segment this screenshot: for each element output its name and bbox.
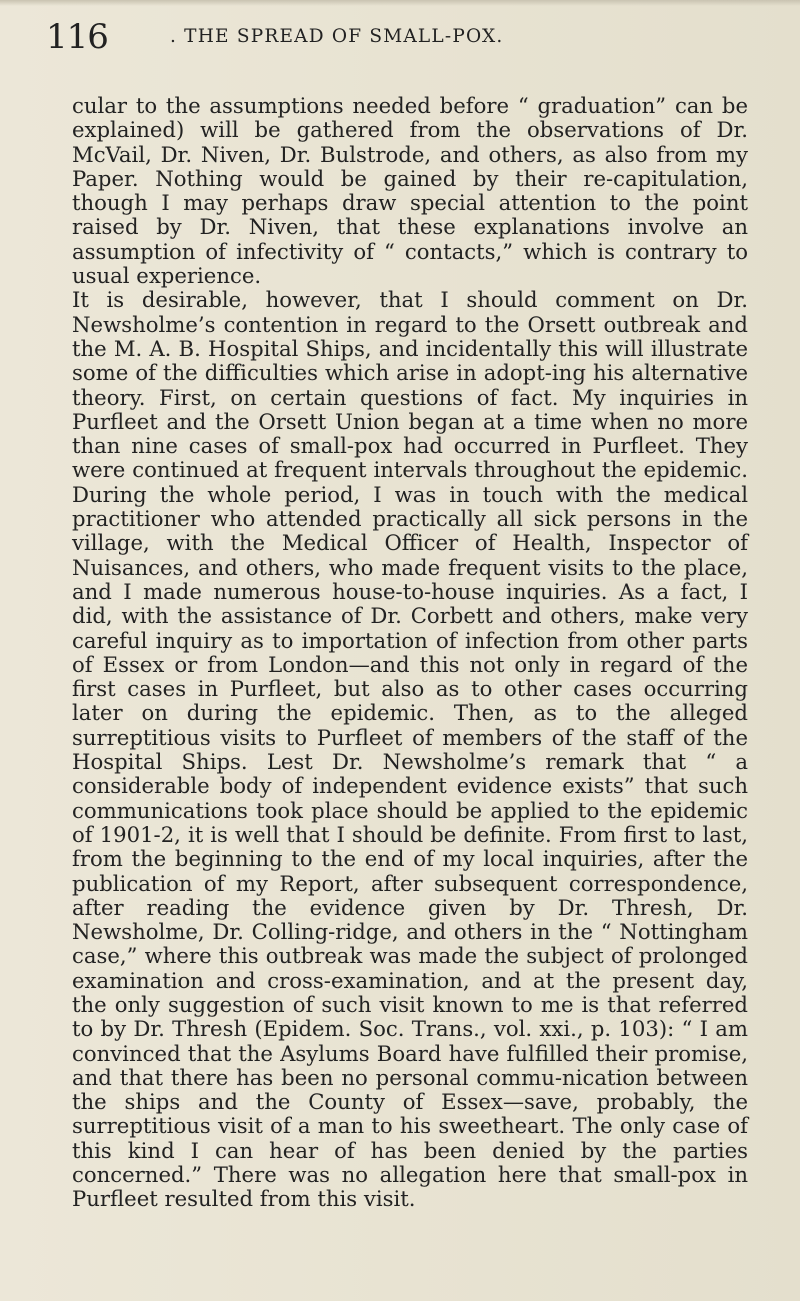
paragraph-newsholme-contention: It is desirable, however, that I should comment on Dr. Newsholme’s contention in regard to the Orsett outbreak and the M. A. B. Hospital Ships, and incidentally this will illustrate some of the difficulties which arise in adopt-ing his alternative theory. First, on certain questions of fact. My inquiries in Purfleet and the Orsett Union began at a time when no more than nine cases of small-pox had occurred in Purfleet. They were continued at frequent intervals throughout the epidemic. During the whole period, I was in touch with the medical practitioner who attended practically all sick persons in the village, with the Medical Officer of Health, Inspector of Nuisances, and others, who made frequent visits to the place, and I made numerous house-to-house inquiries. As a fact, I did, with the assistance of Dr. Corbett and others, make very careful inquiry as to importation of infection from other parts of Essex or from London—and this not only in regard of the first cases in Purfleet, but also as to other cases occurring later on during the epidemic. Then, as to the alleged surreptitious visits to Purfleet of members of the staff of the Hospital Ships. Lest Dr. Newsholme’s remark that “ a considerable body of independent evidence exists” that such communications took place should be applied to the epidemic of 1901-2, it is well that I should be definite. From first to last, from the beginning to the end of my local inquiries, after the publication of my Report, after subsequent correspondence, after reading the evidence given by Dr. Thresh, Dr. Newsholme, Dr. Colling-ridge, and others in the “ Nottingham case,” where this outbreak was made the subject of prolonged examination and cross-examination, and at the present day, the only suggestion of such visit known to me is that referred to by Dr. Thresh (Epidem. Soc. Trans., vol. xxi., p. 103): “ I am convinced that the Asylums Board have fulfilled their promise, and that there has been no personal commu-nication between the ships and the County of Essex—save, probably, the surreptitious visit of a man to his sweetheart. The only case of this kind I can hear of has been denied by the parties concerned.” There was no allegation here that small-pox in Purfleet resulted from this visit. [72, 287, 748, 1212]
page-number: 116 [46, 17, 108, 57]
paragraph-continuation: cular to the assumptions needed before “ graduation” can be explained) will be gathered from the observations of Dr. McVail, Dr. Niven, Dr. Bulstrode, and others, as also from my Paper. Nothing would be gained by their re-capitulation, though I may perhaps draw special attention to the point raised by Dr. Niven, that these explanations involve an assumption of infectivity of “ contacts,” which is contrary to usual experience. [72, 93, 748, 289]
body-text [72, 94, 748, 1212]
page-header [0, 12, 800, 72]
running-head: . THE SPREAD OF SMALL-POX. [170, 26, 504, 47]
page-top-edge [0, 0, 800, 6]
